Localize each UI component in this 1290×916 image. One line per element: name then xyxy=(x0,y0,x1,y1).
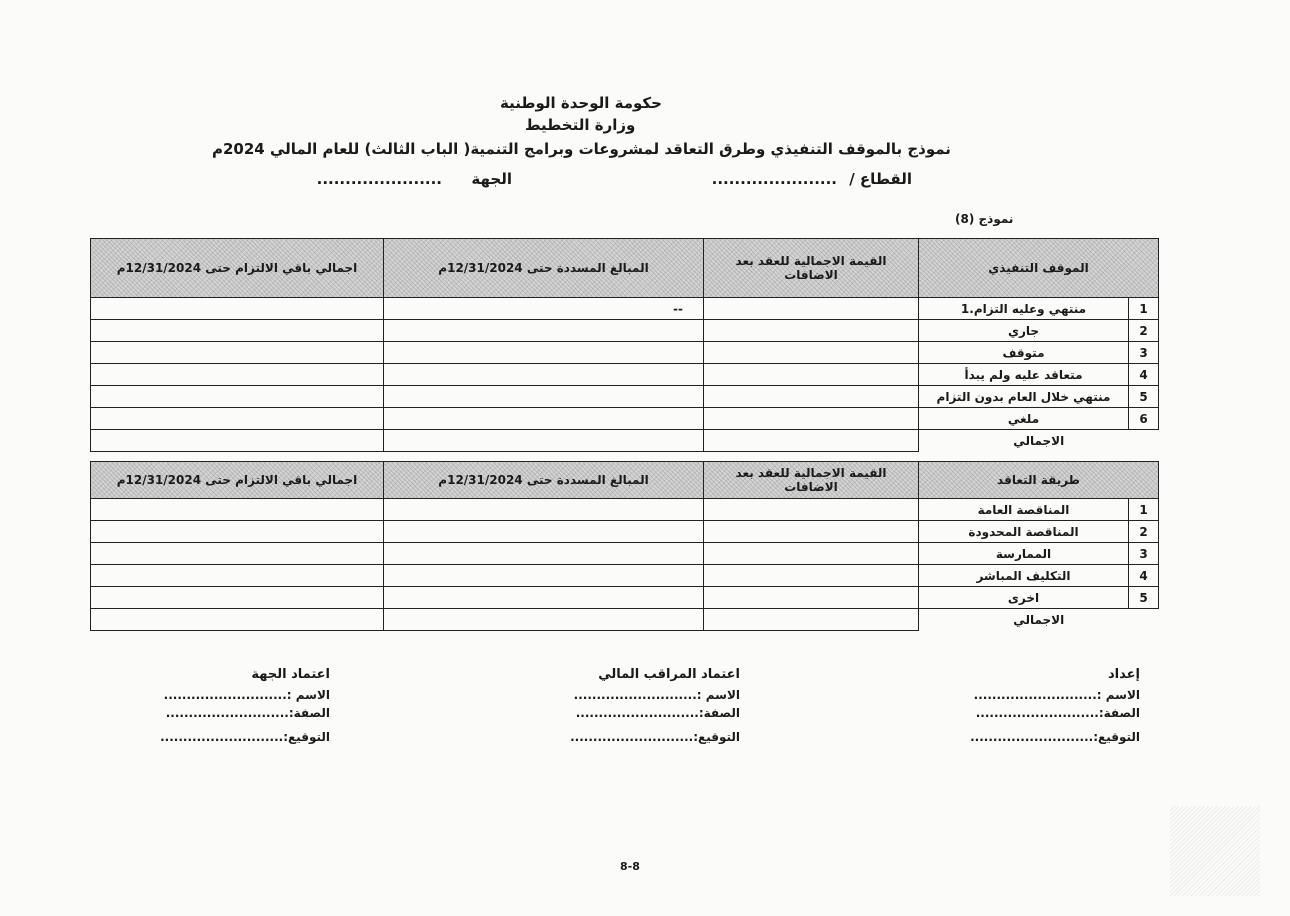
remaining-cell[interactable] xyxy=(91,565,384,587)
contract-value-cell[interactable] xyxy=(704,386,919,408)
form-title: نموذج بالموقف التنفيذي وطرق التعاقد لمشروعات وبرامج التنمية( الباب الثالث) للعام المالي 2024م xyxy=(212,140,951,158)
paid-amount-cell[interactable] xyxy=(384,565,704,587)
row-label: متعاقد عليه ولم يبدأ xyxy=(919,364,1129,386)
remaining-cell[interactable] xyxy=(91,298,384,320)
table-row xyxy=(91,320,1159,342)
government-name: حكومة الوحدة الوطنية xyxy=(500,94,662,112)
ministry-name: وزارة التخطيط xyxy=(525,116,636,134)
row-number: 4 xyxy=(1129,364,1159,386)
entity-approval-heading: اعتماد الجهة xyxy=(251,667,330,682)
paid-amount-cell[interactable] xyxy=(384,386,704,408)
table-row xyxy=(91,386,1159,408)
paid-amount-cell[interactable]: -- xyxy=(384,298,704,320)
paid-amount-cell[interactable] xyxy=(384,320,704,342)
table-row xyxy=(91,408,1159,430)
total-remaining[interactable] xyxy=(91,609,384,631)
auditor-signature-field[interactable]: التوقيع:........................... xyxy=(570,730,740,744)
remaining-cell[interactable] xyxy=(91,408,384,430)
scan-smudge xyxy=(1170,806,1260,896)
entity-signature-field[interactable]: التوقيع:........................... xyxy=(160,730,330,744)
row-number: 5 xyxy=(1129,587,1159,609)
page-number: 8-8 xyxy=(620,860,640,873)
paid-amount-cell[interactable] xyxy=(384,521,704,543)
row-label: المناقصة المحدودة xyxy=(919,521,1129,543)
row-number: 2 xyxy=(1129,521,1159,543)
row-label: منتهي وعليه التزام.1 xyxy=(919,298,1129,320)
preparer-signature-field[interactable]: التوقيع:........................... xyxy=(970,730,1140,744)
paid-amount-cell[interactable] xyxy=(384,499,704,521)
entity-field: ...................... xyxy=(316,170,442,188)
row-number: 1 xyxy=(1129,298,1159,320)
total-row xyxy=(91,609,1159,631)
sector-field: ...................... xyxy=(711,170,837,188)
paid-amount-cell[interactable] xyxy=(384,587,704,609)
contract-value-cell[interactable] xyxy=(704,543,919,565)
header-paid-amount: المبالغ المسددة حتى 12/31/2024م xyxy=(384,239,704,298)
table-row xyxy=(91,364,1159,386)
total-label: الاجمالي xyxy=(1013,612,1065,627)
table-header-row xyxy=(91,239,1159,298)
row-number: 4 xyxy=(1129,565,1159,587)
row-label: جاري xyxy=(919,320,1129,342)
table-row xyxy=(91,521,1159,543)
row-label: المناقصة العامة xyxy=(919,499,1129,521)
auditor-approval-block xyxy=(560,667,740,748)
execution-status-table xyxy=(90,238,1159,452)
remaining-cell[interactable] xyxy=(91,499,384,521)
paid-amount-cell[interactable] xyxy=(384,364,704,386)
entity-title-field[interactable]: الصفة:........................... xyxy=(165,706,330,720)
contract-value-cell[interactable] xyxy=(704,342,919,364)
row-number: 5 xyxy=(1129,386,1159,408)
contracting-method-table xyxy=(90,461,1159,631)
row-number: 1 xyxy=(1129,499,1159,521)
entity-approval-block xyxy=(150,667,330,748)
table-row xyxy=(91,587,1159,609)
prepared-by-heading: إعداد xyxy=(1108,667,1140,682)
entity-name-field[interactable]: الاسم :........................... xyxy=(163,688,330,702)
contract-value-cell[interactable] xyxy=(704,320,919,342)
auditor-name-field[interactable]: الاسم :........................... xyxy=(573,688,740,702)
row-label: ملغي xyxy=(919,408,1129,430)
row-label: التكليف المباشر xyxy=(919,565,1129,587)
prepared-by-block xyxy=(955,667,1140,748)
row-number: 3 xyxy=(1129,543,1159,565)
table-row xyxy=(91,342,1159,364)
remaining-cell[interactable] xyxy=(91,543,384,565)
row-label: الممارسة xyxy=(919,543,1129,565)
table-row xyxy=(91,499,1159,521)
contract-value-cell[interactable] xyxy=(704,565,919,587)
row-label: اخرى xyxy=(919,587,1129,609)
model-number: نموذج (8) xyxy=(955,212,1014,226)
remaining-cell[interactable] xyxy=(91,320,384,342)
total-contract-value[interactable] xyxy=(704,430,919,452)
contract-value-cell[interactable] xyxy=(704,499,919,521)
remaining-cell[interactable] xyxy=(91,521,384,543)
row-label: منتهي خلال العام بدون التزام xyxy=(919,386,1129,408)
total-row xyxy=(91,430,1159,452)
total-label: الاجمالي xyxy=(1013,433,1065,448)
auditor-title-field[interactable]: الصفة:........................... xyxy=(575,706,740,720)
paid-amount-cell[interactable] xyxy=(384,342,704,364)
entity-label: الجهة xyxy=(471,170,512,188)
contract-value-cell[interactable] xyxy=(704,298,919,320)
table-header-row xyxy=(91,462,1159,499)
total-contract-value[interactable] xyxy=(704,609,919,631)
header-contract-value: القيمة الاجمالية للعقد بعد الاضافات xyxy=(704,462,919,499)
remaining-cell[interactable] xyxy=(91,364,384,386)
remaining-cell[interactable] xyxy=(91,587,384,609)
auditor-approval-heading: اعتماد المراقب المالي xyxy=(598,667,740,682)
total-remaining[interactable] xyxy=(91,430,384,452)
total-paid-amount[interactable] xyxy=(384,430,704,452)
preparer-name-field[interactable]: الاسم :........................... xyxy=(973,688,1140,702)
paid-amount-cell[interactable] xyxy=(384,543,704,565)
total-paid-amount[interactable] xyxy=(384,609,704,631)
contract-value-cell[interactable] xyxy=(704,408,919,430)
header-remaining-commitment: اجمالي باقي الالتزام حتى 12/31/2024م xyxy=(91,239,384,298)
contract-value-cell[interactable] xyxy=(704,364,919,386)
header-method: طريقة التعاقد xyxy=(919,462,1159,499)
sector-label: القطاع / xyxy=(849,170,912,188)
row-number: 6 xyxy=(1129,408,1159,430)
row-number: 2 xyxy=(1129,320,1159,342)
remaining-cell[interactable] xyxy=(91,386,384,408)
table-row xyxy=(91,543,1159,565)
header-status: الموقف التنفيذي xyxy=(919,239,1159,298)
table-row xyxy=(91,298,1159,320)
contract-value-cell[interactable] xyxy=(704,587,919,609)
contract-value-cell[interactable] xyxy=(704,521,919,543)
row-label: متوقف xyxy=(919,342,1129,364)
header-paid-amount: المبالغ المسددة حتى 12/31/2024م xyxy=(384,462,704,499)
table-row xyxy=(91,565,1159,587)
paid-amount-cell[interactable] xyxy=(384,408,704,430)
header-contract-value: القيمة الاجمالية للعقد بعد الاضافات xyxy=(704,239,919,298)
header-remaining-commitment: اجمالي باقي الالتزام حتى 12/31/2024م xyxy=(91,462,384,499)
row-number: 3 xyxy=(1129,342,1159,364)
remaining-cell[interactable] xyxy=(91,342,384,364)
preparer-title-field[interactable]: الصفة:........................... xyxy=(975,706,1140,720)
